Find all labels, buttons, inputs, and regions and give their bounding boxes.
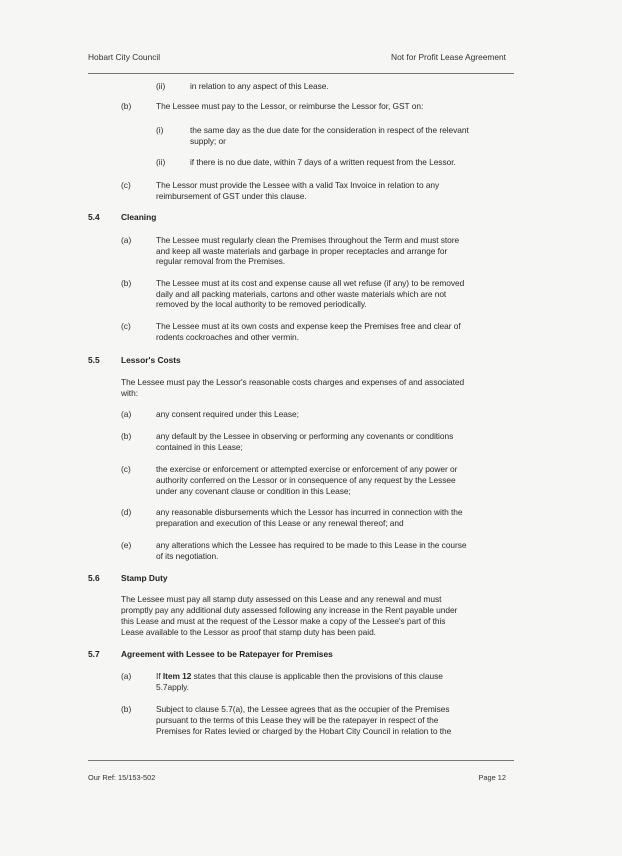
costs-c-label: (c) [121, 464, 131, 474]
ratepayer-b-label: (b) [121, 704, 132, 714]
header-rule [88, 73, 514, 74]
ratepayer-a-item-ref: Item 12 [162, 671, 192, 681]
costs-intro-line1: The Lessee must pay the Lessor's reasonable costs charges and expenses of and associated [121, 377, 465, 387]
footer-ref: Our Ref: 15/153-502 [88, 773, 156, 782]
ratepayer-a-post: states that this clause is applicable then the provisions of this clause [191, 671, 443, 681]
stamp-line1: The Lessee must pay all stamp duty assessed on this Lease and any renewal and must [121, 594, 442, 604]
cleaning-a-label: (a) [121, 235, 132, 245]
costs-e-line2: of its negotiation. [156, 551, 219, 561]
gst-b-i-line2: supply; or [190, 136, 226, 146]
ratepayer-b-line1: Subject to clause 5.7(a), the Lessee agrees that as the occupier of the Premises [156, 704, 450, 714]
gst-c-line2: reimbursement of GST under this clause. [156, 191, 307, 201]
gst-b-label: (b) [121, 101, 132, 111]
ratepayer-b-line3: Premises for Rates levied or charged by the Hobart City Council in relation to the [156, 726, 452, 736]
ratepayer-a-line2: 5.7apply. [156, 682, 189, 692]
cleaning-b-line2: daily and all packing materials, cartons and other waste materials which are not [156, 289, 447, 299]
costs-c-line2: authority conferred on the Lessor or in consequence of any request by the Lessee [156, 475, 456, 485]
ratepayer-a-line1 [156, 671, 443, 682]
header-right: Not for Profit Lease Agreement [391, 52, 506, 62]
cleaning-c-line1: The Lessee must at its own costs and expense keep the Premises free and clear of [156, 321, 461, 331]
stamp-line3: this Lease and must at the request of the Lessor make a copy of the Lessee's part of this [121, 616, 446, 626]
costs-d-label: (d) [121, 507, 132, 517]
cleaning-a-line1: The Lessee must regularly clean the Premises throughout the Term and must store [156, 235, 460, 245]
cleaning-a-line3: regular removal from the Premises. [156, 256, 286, 266]
costs-e-line1: any alterations which the Lessee has required to be made to this Lease in the course [156, 540, 467, 550]
gst-c-label: (c) [121, 180, 131, 190]
costs-b-line2: contained in this Lease; [156, 442, 243, 452]
footer-page-number: Page 12 [478, 773, 506, 782]
ratepayer-b-line2: pursuant to the terms of this Lease they will be the ratepayer in respect of the [156, 715, 439, 725]
cleaning-c-label: (c) [121, 321, 131, 331]
costs-intro-line2: with: [121, 388, 138, 398]
gst-b-ii-text: if there is no due date, within 7 days of a written request from the Lessor. [190, 157, 456, 167]
gst-b-i-label: (i) [156, 125, 164, 135]
section-number-5-6: 5.6 [88, 573, 100, 583]
gst-ii-label: (ii) [156, 81, 166, 91]
cleaning-b-line1: The Lessee must at its cost and expense cause all wet refuse (if any) to be removed [156, 278, 465, 288]
gst-c-line1: The Lessor must provide the Lessee with a valid Tax Invoice in relation to any [156, 180, 440, 190]
costs-a-label: (a) [121, 409, 132, 419]
section-title-cleaning: Cleaning [121, 212, 157, 222]
section-number-5-5: 5.5 [88, 355, 100, 365]
section-title-ratepayer: Agreement with Lessee to be Ratepayer for Premises [121, 649, 333, 659]
section-number-5-7: 5.7 [88, 649, 100, 659]
gst-ii-text: in relation to any aspect of this Lease. [190, 81, 329, 91]
cleaning-a-line2: and keep all waste materials and garbage in proper receptacles and arrange for [156, 246, 448, 256]
costs-e-label: (e) [121, 540, 132, 550]
cleaning-c-line2: rodents cockroaches and other vermin. [156, 332, 299, 342]
cleaning-b-line3: removed by the local authority to be removed periodically. [156, 299, 367, 309]
section-title-stamp-duty: Stamp Duty [121, 573, 168, 583]
costs-c-line3: under any covenant clause or condition in this Lease; [156, 486, 351, 496]
costs-d-line2: preparation and execution of this Lease or any renewal thereof; and [156, 518, 404, 528]
gst-b-text: The Lessee must pay to the Lessor, or reimburse the Lessor for, GST on: [156, 101, 424, 111]
stamp-line4: Lease available to the Lessor as proof that stamp duty has been paid. [121, 627, 376, 637]
costs-d-line1: any reasonable disbursements which the Lessor has incurred in connection with the [156, 507, 463, 517]
footer-rule [88, 760, 514, 761]
costs-c-line1: the exercise or enforcement or attempted exercise or enforcement of any power or [156, 464, 458, 474]
section-title-lessors-costs: Lessor's Costs [121, 355, 181, 365]
costs-b-line1: any default by the Lessee in observing or performing any covenants or conditions [156, 431, 454, 441]
cleaning-b-label: (b) [121, 278, 132, 288]
stamp-line2: promptly pay any additional duty assessed following any increase in the Rent payable under [121, 605, 458, 615]
ratepayer-a-pre: If [156, 671, 163, 681]
section-number-5-4: 5.4 [88, 212, 100, 222]
costs-b-label: (b) [121, 431, 132, 441]
gst-b-i-line1: the same day as the due date for the consideration in respect of the relevant [190, 125, 469, 135]
gst-b-ii-label: (ii) [156, 157, 166, 167]
header-left: Hobart City Council [88, 52, 161, 62]
costs-a-text: any consent required under this Lease; [156, 409, 299, 419]
ratepayer-a-label: (a) [121, 671, 132, 681]
